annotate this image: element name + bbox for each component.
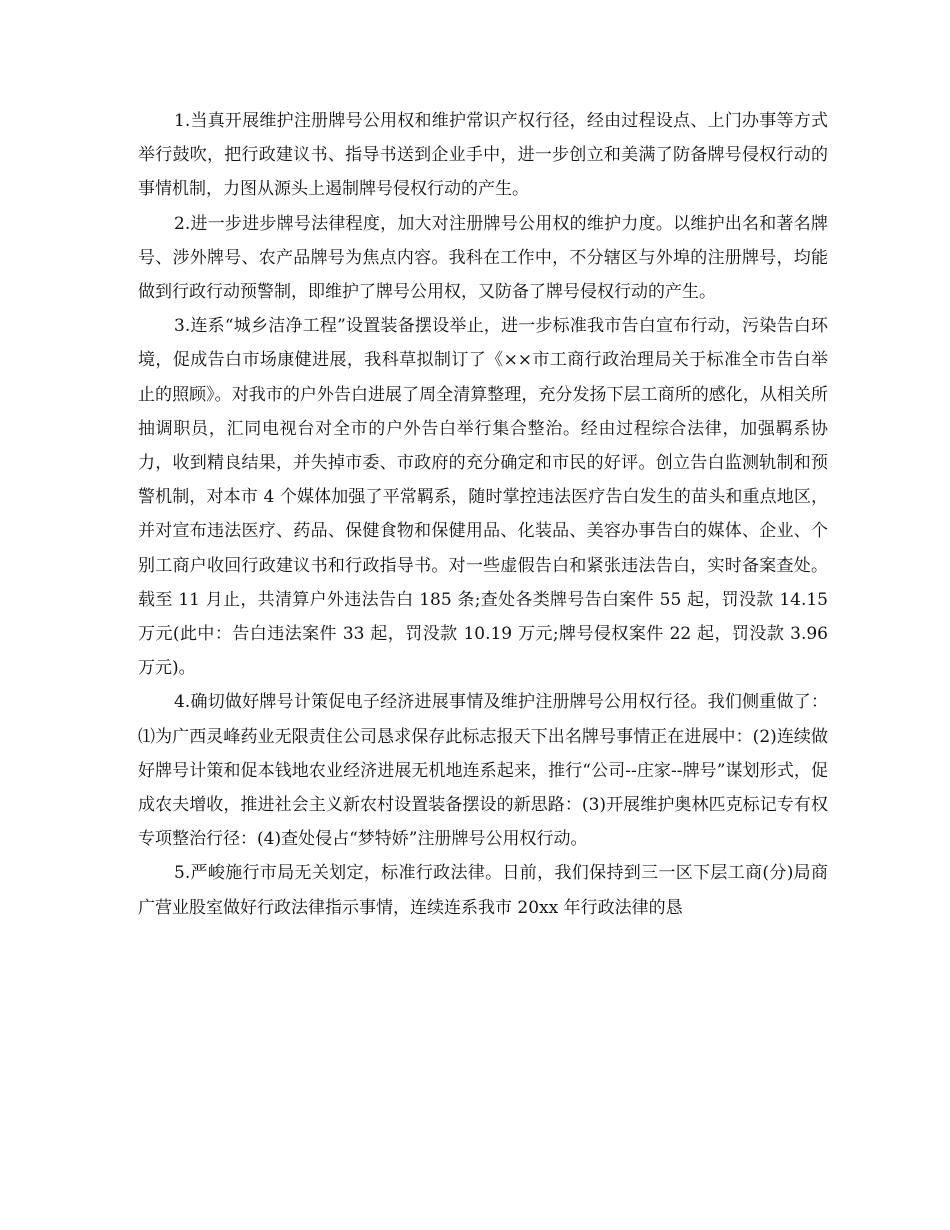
paragraph-5: 5.严峻施行市局无关划定，标准行政法律。日前，我们保持到三一区下层工商(分)局商广营业股室做好行政法律指示事情，连续连系我市 20xx 年行政法律的恳 — [138, 863, 828, 918]
paragraph-1: 1.当真开展维护注册牌号公用权和维护常识产权行径，经由过程设点、上门办事等方式举行鼓吹，把行政建议书、指导书送到企业手中，进一步创立和美满了防备牌号侵权行动的事情机制，力图从源头上遏制牌号侵权行动的产生。 — [138, 111, 828, 200]
paragraph-2: 2.进一步进步牌号法律程度，加大对注册牌号公用权的维护力度。以维护出名和著名牌号、涉外牌号、农产品牌号为焦点内容。我科在工作中，不分辖区与外埠的注册牌号，均能做到行政行动预警制，即维护了牌号公用权，又防备了牌号侵权行动的产生。 — [138, 213, 828, 303]
paragraph-4: 4.确切做好牌号计策促电子经济进展事情及维护注册牌号公用权行径。我们侧重做了：⑴为广西灵峰药业无限责住公司恳求保存此标志报天下出名牌号事情正在进展中：(2)连续做好牌号计策和促本钱地农业经济进展无机地连系起来，推行“公司--庄家--牌号”谋划形式，促成农夫增收，推进社会主义新农村设置装备摆设的新思路：(3)开展维护奥林匹克标记专有权专项整治行径：(4)查处侵占“梦特娇”注册牌号公用权行动。 — [138, 692, 828, 850]
paragraph-3: 3.连系“城乡洁净工程”设置装备摆设举止，进一步标准我市告白宣布行动，污染告白环境，促成告白市场康健进展，我科草拟制订了《××市工商行政治理局关于标准全市告白举止的照顾》。对我市的户外告白进展了周全清算整理，充分发扬下层工商所的感化，从相关所抽调职员，汇同电视台对全市的户外告白举行集合整治。经由过程综合法律，加强羁系协力，收到精良结果，并失掉市委、市政府的充分确定和市民的好评。创立告白监测轨制和预警机制，对本市 4 个媒体加强了平常羁系，随时掌控违法医疗告白发生的苗头和重点地区，并对宣布违法医疗、药品、保健食物和保健用品、化装品、美容办事告白的媒体、企业、个别工商户收回行政建议书和行政指导书。对一些虚假告白和紧张违法告白，实时备案查处。载至 11 月止，共清算户外违法告白 185 条;查处各类牌号告白案件 55 起，罚没款 14.15 万元(此中：告白违法案件 33 起，罚没款 10.19 万元;牌号侵权案件 22 起，罚没款 3.96 万元)。 — [138, 316, 828, 679]
document-body — [138, 104, 828, 925]
